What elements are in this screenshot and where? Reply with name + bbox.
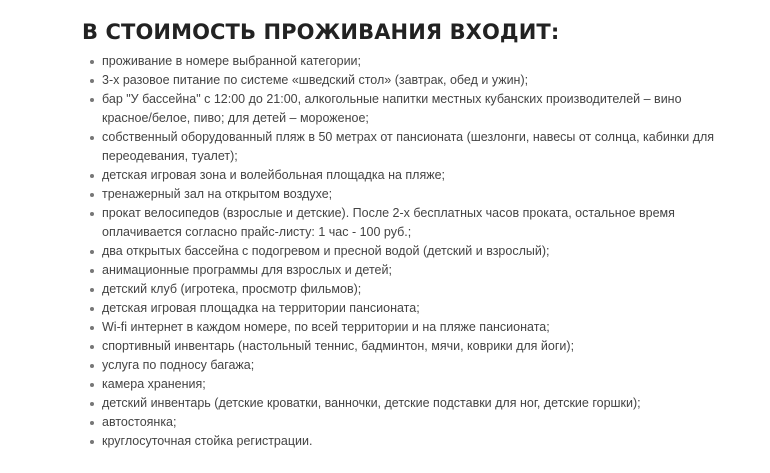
list-item: тренажерный зал на открытом воздухе;	[102, 185, 722, 204]
list-item: детский инвентарь (детские кроватки, ванночки, детские подставки для ног, детские горшки);	[102, 394, 722, 413]
list-item: проживание в номере выбранной категории;	[102, 52, 722, 71]
list-item: камера хранения;	[102, 375, 722, 394]
list-item: два открытых бассейна с подогревом и пресной водой (детский и взрослый);	[102, 242, 722, 261]
section-heading: В СТОИМОСТЬ ПРОЖИВАНИЯ ВХОДИТ:	[82, 20, 560, 44]
list-item: спортивный инвентарь (настольный теннис, бадминтон, мячи, коврики для йоги);	[102, 337, 722, 356]
list-item: детский клуб (игротека, просмотр фильмов);	[102, 280, 722, 299]
list-item: круглосуточная стойка регистрации.	[102, 432, 722, 451]
included-services-list	[102, 52, 722, 451]
list-item: 3-х разовое питание по системе «шведский стол» (завтрак, обед и ужин);	[102, 71, 722, 90]
list-item: детская игровая площадка на территории пансионата;	[102, 299, 722, 318]
list-item: автостоянка;	[102, 413, 722, 432]
list-item: анимационные программы для взрослых и детей;	[102, 261, 722, 280]
list-item: собственный оборудованный пляж в 50 метрах от пансионата (шезлонги, навесы от солнца, кабинки для переодевания, туалет);	[102, 128, 722, 166]
list-item: прокат велосипедов (взрослые и детские). После 2-х бесплатных часов проката, остальное время оплачивается согласно прайс-листу: 1 час - 100 руб.;	[102, 204, 722, 242]
list-item: детская игровая зона и волейбольная площадка на пляже;	[102, 166, 722, 185]
list-item: услуга по подносу багажа;	[102, 356, 722, 375]
list-item: бар "У бассейна" с 12:00 до 21:00, алкогольные напитки местных кубанских производителей – вино красное/белое, пиво; для детей – мороженое;	[102, 90, 722, 128]
list-item: Wi-fi интернет в каждом номере, по всей территории и на пляже пансионата;	[102, 318, 722, 337]
